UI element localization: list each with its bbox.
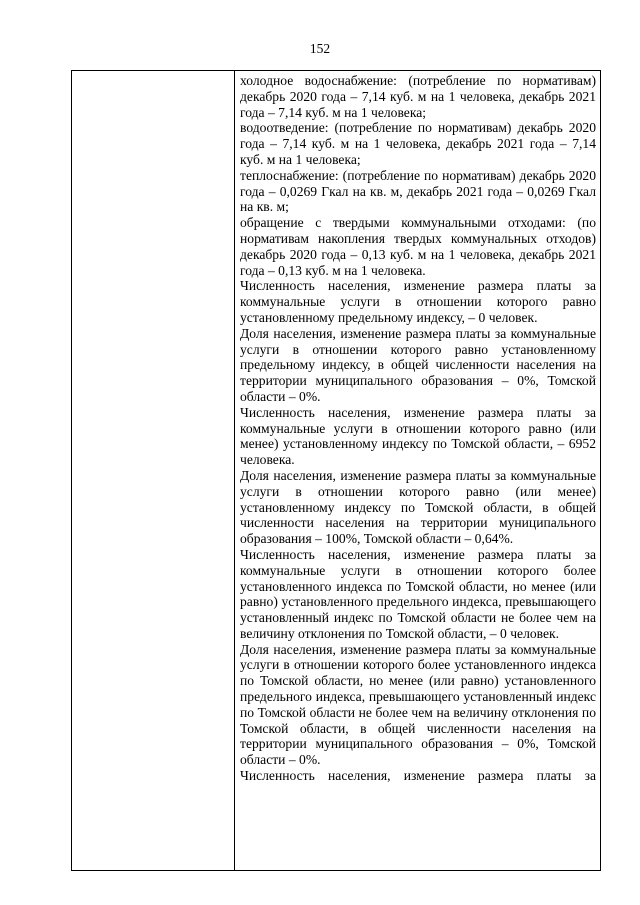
cell-text: [235, 71, 600, 870]
paragraph: Доля населения, изменение размера платы за коммунальные услуги в отношении которого равно (или менее) установленному индексу по Томской области, в общей численности населения на территории муниципального образования – 100%, Томской области – 0,64%.: [240, 467, 596, 547]
paragraph: холодное водоснабжение: (потребление по нормативам) декабрь 2020 года – 7,14 куб. м на 1 человека, декабрь 2021 года – 7,14 куб. м на 1 человека;: [240, 73, 596, 120]
paragraph: обращение с твердыми коммунальными отходами: (по нормативам накопления твердых коммунальных отходов) декабрь 2020 года – 0,13 куб. м на 1 человека, декабрь 2021 года – 0,13 куб. м на 1 человека.: [240, 215, 596, 278]
paragraph: Доля населения, изменение размера платы за коммунальные услуги в отношении которого равно установленному предельному индексу, в общей численности населения на территории муниципального образования – 0%, Томской области – 0%.: [240, 325, 596, 404]
document-table: [71, 70, 601, 871]
page-number: 152: [309, 41, 331, 56]
paragraph: водоотведение: (потребление по нормативам) декабрь 2020 года – 7,14 куб. м на 1 человека, декабрь 2021 года – 7,14 куб. м на 1 человека;: [240, 120, 596, 167]
paragraph: Доля населения, изменение размера платы за коммунальные услуги в отношении которого более установленного индекса по Томской области, но менее (или равно) установленного предельного индекса, превышающего установленный индекс по Томской области не более чем на величину отклонения по Томской области, в общей численности населения на территории муниципального образования – 0%, Томской области – 0%.: [240, 641, 596, 768]
paragraph: теплоснабжение: (потребление по нормативам) декабрь 2020 года – 0,0269 Гкал на кв. м, декабрь 2021 года – 0,0269 Гкал на кв. м;: [240, 167, 596, 215]
paragraph: Численность населения, изменение размера платы за коммунальные услуги в отношении которого более установленного индекса по Томской области, но менее (или равно) установленного предельного индекса, превышающего установленный индекс по Томской области не более чем на величину отклонения по Томской области, – 0 человек.: [240, 546, 596, 641]
paragraph: Численность населения, изменение размера платы за коммунальные услуги в отношении которого равно установленному предельному индексу, – 0 человек.: [240, 278, 596, 325]
table-cell-content: [235, 71, 601, 871]
table-row: [72, 71, 601, 871]
paragraph: Численность населения, изменение размера платы за: [240, 768, 596, 784]
paragraph: Численность населения, изменение размера платы за коммунальные услуги в отношении которого равно (или менее) установленному индексу по Томской области, – 6952 человека.: [240, 404, 596, 468]
table-cell-left-empty: [72, 71, 235, 871]
